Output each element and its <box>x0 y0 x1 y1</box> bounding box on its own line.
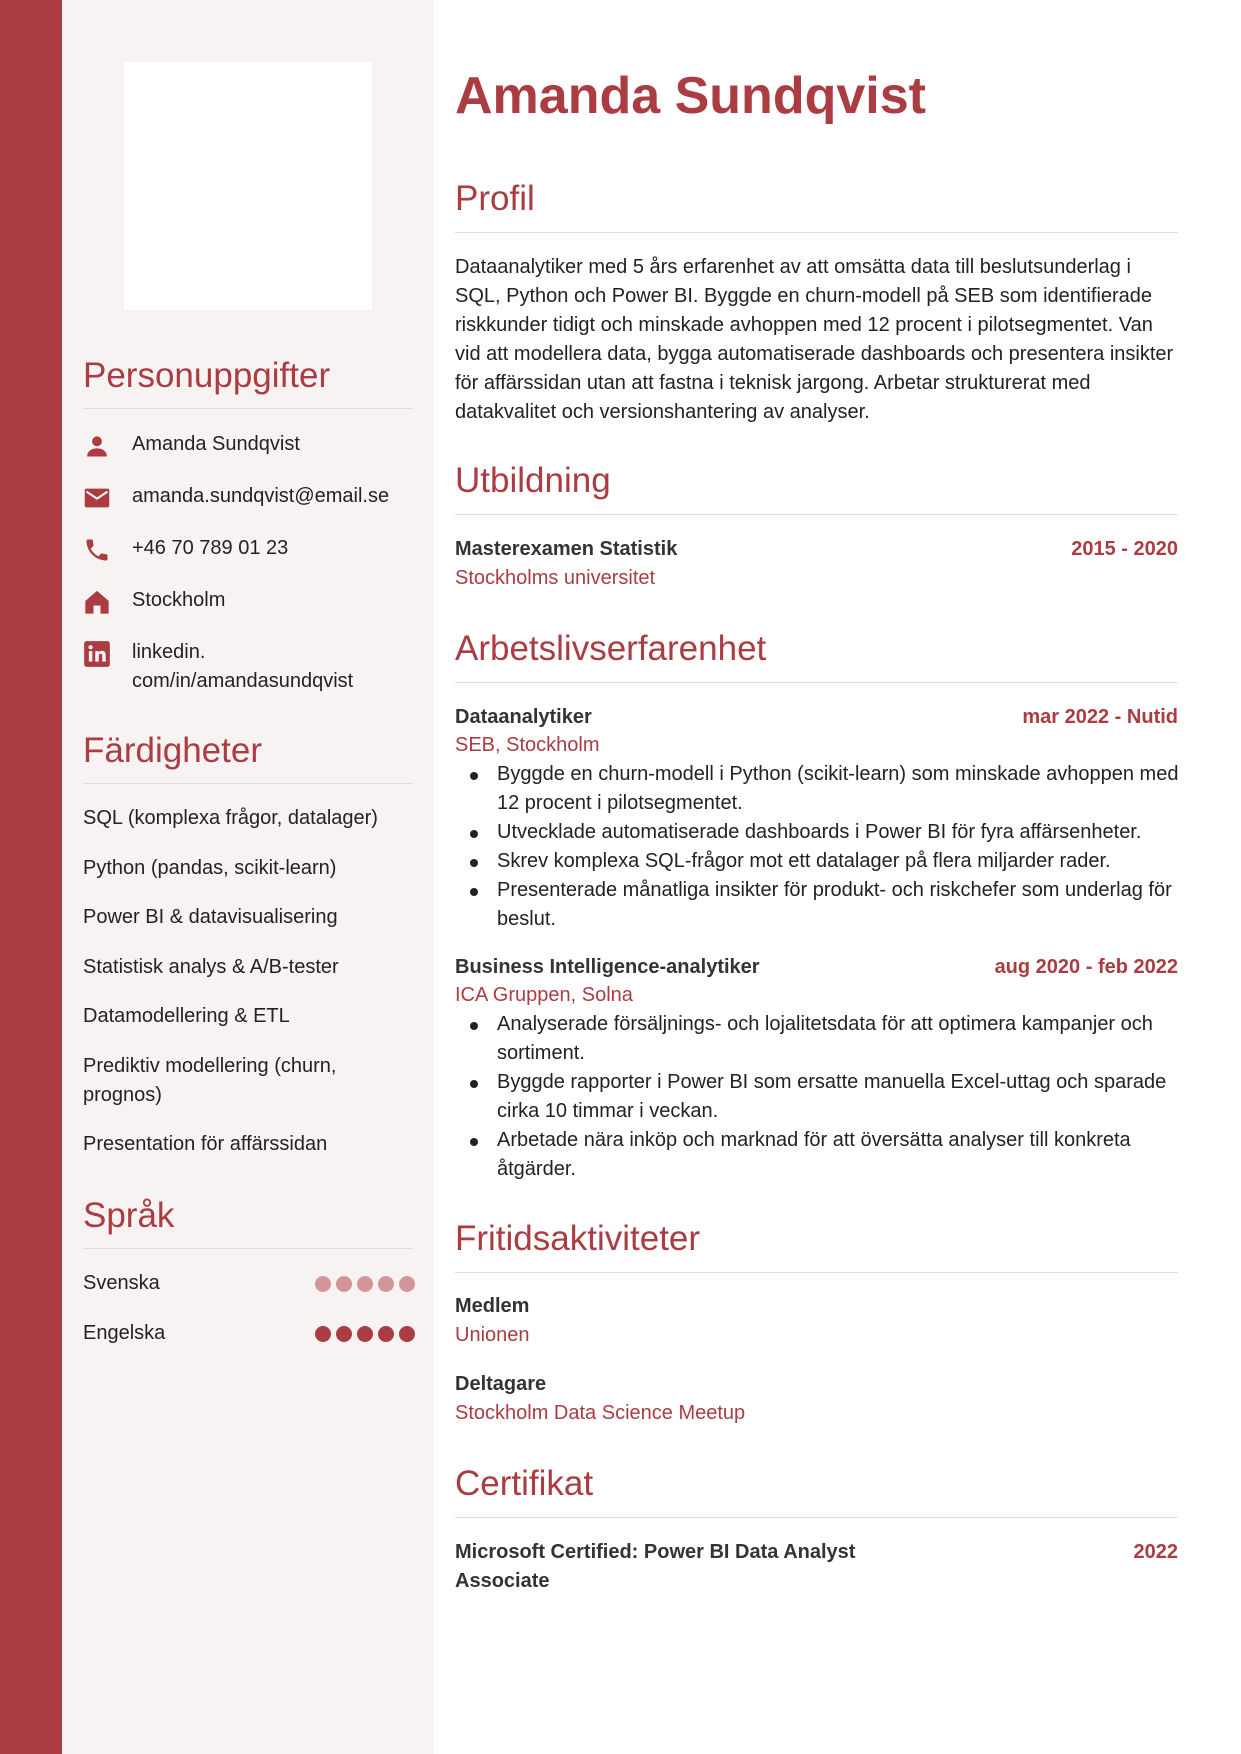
skill-item: Presentation för affärssidan <box>83 1133 328 1155</box>
education-school: Stockholms universitet <box>455 567 656 589</box>
languages-heading: Språk <box>83 1196 175 1235</box>
level-dot <box>336 1276 352 1292</box>
divider <box>455 1517 1178 1518</box>
level-dot <box>399 1276 415 1292</box>
divider <box>83 1248 413 1249</box>
language-level <box>315 1276 415 1292</box>
education-degree: Masterexamen Statistik <box>455 538 678 560</box>
bullet-item: Presenterade månatliga insikter för produkt- och riskchefer som underlag för beslut. <box>455 876 1180 934</box>
phone-icon <box>83 536 111 564</box>
bullet-item: Skrev komplexa SQL-frågor mot ett datalager på flera miljarder rader. <box>455 847 1180 876</box>
profile-text: Dataanalytiker med 5 års erfarenhet av att omsätta data till beslutsunderlag i SQL, Python och Power BI. Byggde en churn-modell på SEB som identifierade riskkunder tidigt och minskade avhoppen med 12 procent i pilotsegmentet. Van vid att modellera data, bygga automatiserade dashboards och presentera insikter för affärssidan utan att fastna i teknisk jargong. Arbetar strukturerat med datakvalitet och versionshantering av analyser. <box>455 256 1174 423</box>
level-dot <box>315 1326 331 1342</box>
level-dot <box>378 1276 394 1292</box>
activity-role: Deltagare <box>455 1373 547 1395</box>
language-level <box>315 1326 415 1342</box>
skill-item: Python (pandas, scikit-learn) <box>83 857 337 879</box>
job-dates: aug 2020 - feb 2022 <box>994 956 1178 978</box>
certificate-name: Microsoft Certified: Power BI Data Analyst Associate <box>455 1541 856 1592</box>
education-dates: 2015 - 2020 <box>1071 538 1178 560</box>
profile-heading: Profil <box>455 179 535 218</box>
level-dot <box>399 1326 415 1342</box>
accent-stripe <box>0 0 62 1754</box>
linkedin-line-2: com/in/amandasundqvist <box>132 670 354 692</box>
job-bullets <box>455 1010 1180 1184</box>
email-icon <box>83 484 111 512</box>
skill-item: Datamodellering & ETL <box>83 1005 290 1027</box>
language-name: Engelska <box>83 1322 166 1344</box>
level-dot <box>357 1276 373 1292</box>
skill-item: Power BI & datavisualisering <box>83 906 338 928</box>
home-icon <box>83 588 111 616</box>
bullet-item: Analyserade försäljnings- och lojalitetsdata för att optimera kampanjer och sortiment. <box>455 1010 1180 1068</box>
skills-heading: Färdigheter <box>83 731 262 770</box>
skill-item: SQL (komplexa frågor, datalager) <box>83 807 378 829</box>
divider <box>83 783 413 784</box>
certificate-year: 2022 <box>1133 1541 1178 1563</box>
profile-photo-placeholder <box>124 62 372 310</box>
divider <box>455 514 1178 515</box>
skill-item: Statistisk analys & A/B-tester <box>83 956 339 978</box>
person-icon <box>83 432 111 460</box>
divider <box>455 682 1178 683</box>
activities-heading: Fritidsaktiviteter <box>455 1219 701 1258</box>
sidebar: Personuppgifter Amanda Sundqvist amanda.sundqvist@email.se +46 70 789 01 23 Stockholm linkedin. com/in/amandasundqvist Färdigheter SQL (komplexa frågor, datalager) Python (pandas, scikit-learn) Power BI & datavisualisering Statistisk analys & A/B-tester Datamodellering & ETL Prediktiv modellering (churn, prognos) Presentation för affärssidan Språk Svenska Engelska <box>62 0 434 1754</box>
certificates-heading: Certifikat <box>455 1464 594 1503</box>
experience-heading: Arbetslivserfarenhet <box>455 629 767 668</box>
bullet-item: Arbetade nära inköp och marknad för att översätta analyser till konkreta åtgärder. <box>455 1126 1180 1184</box>
level-dot <box>357 1326 373 1342</box>
education-heading: Utbildning <box>455 461 611 500</box>
bullet-item: Byggde rapporter i Power BI som ersatte manuella Excel-uttag och sparade cirka 10 timmar i veckan. <box>455 1068 1180 1126</box>
job-dates: mar 2022 - Nutid <box>1022 706 1178 728</box>
bullet-item: Byggde en churn-modell i Python (scikit-learn) som minskade avhoppen med 12 procent i pilotsegmentet. <box>455 760 1180 818</box>
bullet-item: Utvecklade automatiserade dashboards i Power BI för fyra affärsenheter. <box>455 818 1180 847</box>
activity-role: Medlem <box>455 1295 530 1317</box>
job-company: ICA Gruppen, Solna <box>455 984 633 1006</box>
divider <box>455 232 1178 233</box>
level-dot <box>378 1326 394 1342</box>
activity-org: Unionen <box>455 1324 530 1346</box>
contact-linkedin[interactable] <box>83 638 413 696</box>
job-title: Business Intelligence-analytiker <box>455 956 760 978</box>
job-company: SEB, Stockholm <box>455 734 600 756</box>
job-title: Dataanalytiker <box>455 706 592 728</box>
level-dot <box>336 1326 352 1342</box>
linkedin-line-1: linkedin. <box>132 641 206 663</box>
level-dot <box>315 1276 331 1292</box>
language-name: Svenska <box>83 1272 160 1294</box>
candidate-name: Amanda Sundqvist <box>455 67 926 125</box>
personal-info-heading: Personuppgifter <box>83 356 331 395</box>
job-bullets <box>455 760 1180 934</box>
activity-org: Stockholm Data Science Meetup <box>455 1402 746 1424</box>
linkedin-icon <box>83 640 111 668</box>
divider <box>83 408 413 409</box>
divider <box>455 1272 1178 1273</box>
skill-item: Prediktiv modellering (churn, prognos) <box>83 1055 337 1106</box>
